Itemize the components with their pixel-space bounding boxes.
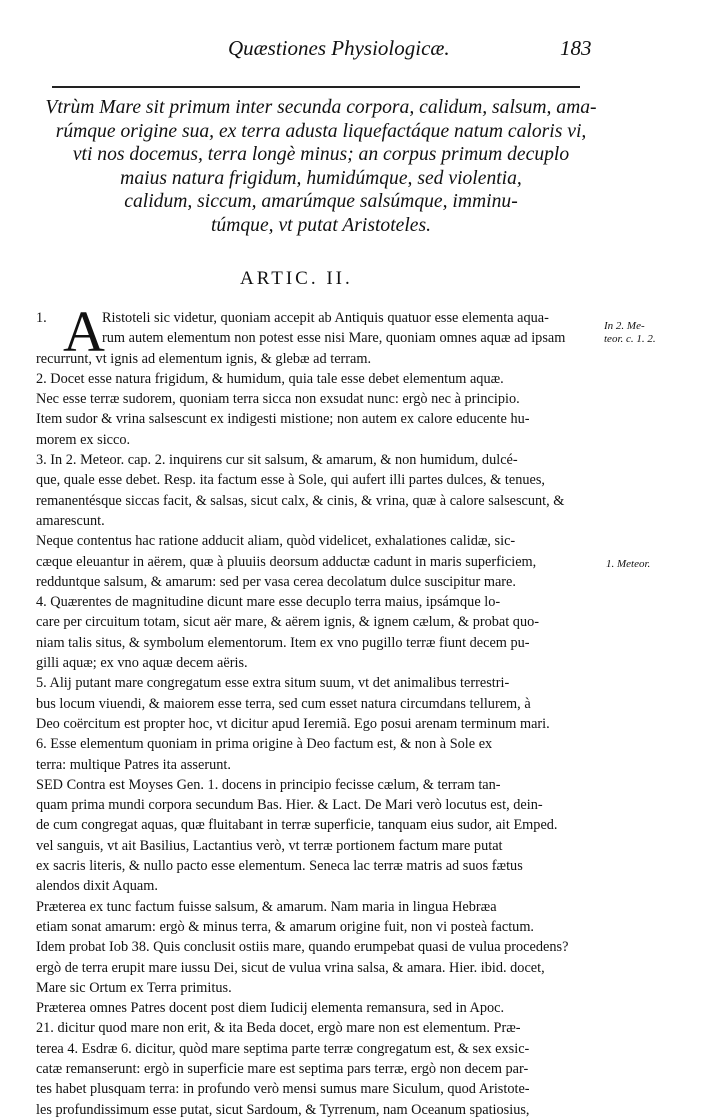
first-line-text: Ristoteli sic videtur, quoniam accepit ab Antiquis quatuor esse elementa aqua- — [102, 310, 549, 326]
text-line: 6. Esse elementum quoniam in prima origine à Deo factum est, & non à Sole ex — [36, 736, 493, 753]
margin-note: 1. Meteor. — [606, 558, 651, 570]
text-line: Deo coërcitum est propter hoc, vt dicitur apud Ieremiã. Ego posui arenam terminum mari. — [36, 715, 550, 732]
text-line: quam prima mundi corpora secundum Bas. Hier. & Lact. De Mari verò locutus est, dein- — [36, 797, 543, 814]
text-line: vel sanguis, vt ait Basilius, Lactantius verò, vt terræ portionem factum mare putat — [36, 837, 503, 854]
text-line: Item sudor & vrina salsescunt ex indigesti mistione; non autem ex calore educente hu- — [36, 411, 530, 428]
header-rule — [52, 86, 580, 88]
text-line: 21. dicitur quod mare non erit, & ita Beda docet, ergò mare non est elementum. Præ- — [36, 1020, 521, 1037]
page-number: 183 — [560, 36, 592, 60]
heading-line: Vtrùm Mare sit primum inter secunda corpora, calidum, salsum, ama- — [45, 97, 597, 118]
text-line: Idem probat Iob 38. Quis conclusit ostiis mare, quando erumpebat quasi de vulua procedens? — [36, 939, 569, 956]
text-line: bus locum viuendi, & maiorem esse terra, sed cum esset natura circumdans tellurem, à — [36, 695, 531, 712]
text-line: amarescunt. — [36, 512, 105, 529]
text-line: remanentésque siccas facit, & salsas, sicut calx, & cinis, & vrina, quæ à calore salsescunt, & — [36, 492, 565, 509]
text-line: ergò de terra erupit mare iussu Dei, sicut de vulua vrina salsa, & amara. Hier. ibid. docet, — [36, 959, 545, 976]
margin-note-line: teor. c. 1. 2. — [604, 333, 656, 345]
margin-note-line: In 2. Me- — [604, 320, 645, 332]
text-line: tes habet plusquam terra: in profundo verò mensi sumus mare Siculum, quod Aristote- — [36, 1081, 530, 1098]
heading-line: calidum, siccum, amarúmque salsúmque, imminu- — [124, 191, 518, 212]
text-line: alendos dixit Aquam. — [36, 878, 158, 895]
text-line: 5. Alij putant mare congregatum esse extra situm suum, vt det animalibus terrestri- — [36, 675, 510, 692]
heading-line: rúmque origine sua, ex terra adusta liquefactáque natum caloris vi, — [55, 120, 587, 142]
body-lines — [36, 349, 604, 1120]
text-line: 2. Docet esse natura frigidum, & humidum, quia tale esse debet elementum aquæ. — [36, 370, 504, 387]
text-line: etiam sonat amarum: ergò & minus terra, & amarum origine fuit, non vi posteà factum. — [36, 918, 535, 935]
text-line: de cum congregat aquas, quæ fluitabant in terræ superficie, tanquam eius sudor, ait Emped. — [36, 817, 558, 834]
text-line: terea 4. Esdræ 6. dicitur, quòd mare septima parte terræ congregatum est, & sex exsic- — [36, 1040, 530, 1057]
text-line: Mare sic Ortum ex Terra primitus. — [36, 979, 232, 996]
heading-line: vti nos docemus, terra longè minus; an corpus primum decuplo — [72, 144, 570, 165]
running-title: Quæstiones Physiologicæ. — [228, 36, 450, 60]
text-line — [36, 308, 604, 328]
text-line: Neque contentus hac ratione adducit aliam, quòd videlicet, exhalationes calidæ, sic- — [36, 533, 516, 550]
text-line: SED Contra est Moyses Gen. 1. docens in principio fecisse cælum, & terram tan- — [36, 776, 501, 793]
question-heading — [36, 96, 606, 237]
text-line: cæque eleuantur in aërem, quæ à pluuiis deorsum adductæ cadunt in maris superficiem, — [36, 553, 537, 570]
second-line-text: rum autem elementum non potest esse nisi Mare, quoniam omnes aquæ ad ipsam — [102, 330, 566, 347]
text-line: les profundissimum esse putat, sicut Sardoum, & Tyrrenum, nam Oceanum spatiosius, — [36, 1101, 530, 1118]
text-line: que, quale esse debet. Resp. ita factum esse à Sole, qui aufert illi partes dulces, & tenues, — [36, 472, 545, 489]
text-line: care per circuitum totam, sicut aër mare, & aërem ignis, & ignem cælum, & probat quo- — [36, 614, 540, 631]
margin-note — [604, 320, 656, 346]
text-line: ex sacris literis, & nullo pacto esse elementum. Seneca lac terræ matris ad suos fætus — [36, 858, 523, 875]
heading-line: túmque, vt putat Aristoteles. — [210, 214, 432, 236]
text-line: catæ remanserunt: ergò in superficie mare est septima pars terræ, ergò non decem par- — [36, 1060, 529, 1077]
paragraph-number: 1. — [36, 310, 47, 326]
text-line: Præterea ex tunc factum fuisse salsum, & amarum. Nam maria in lingua Hebræa — [36, 898, 497, 915]
text-line: Præterea omnes Patres docent post diem Iudicij elementa remansura, sed in Apoc. — [36, 1000, 505, 1017]
text-line: redduntque salsum, & amarum: sed per vasa cerea decolatum dulce suscipitur mare. — [36, 573, 516, 590]
text-line: niam talis situs, & symbolum elementorum. Item ex vno pugillo terræ fiunt decem pu- — [36, 634, 530, 651]
text-line: 4. Quærentes de magnitudine dicunt mare esse decuplo terra maius, ipsámque lo- — [36, 594, 501, 611]
text-line: terra: multique Patres ita asserunt. — [36, 756, 231, 773]
text-line: morem ex sicco. — [36, 431, 131, 448]
text-line: recurrunt, vt ignis ad elementum ignis, & glebæ ad terram. — [36, 350, 372, 367]
text-line — [36, 328, 604, 348]
text-line: gilli aquæ; ex vno aquæ decem aëris. — [36, 655, 248, 672]
drop-cap: A — [63, 299, 105, 364]
article-title: ARTIC. II. — [240, 268, 353, 289]
body-text — [36, 308, 604, 1120]
text-line: Nec esse terræ sudorem, quoniam terra sicca non exsudat nunc: ergò nec à principio. — [36, 391, 520, 408]
heading-line: maius natura frigidum, humidúmque, sed violentia, — [120, 167, 522, 189]
text-line: 3. In 2. Meteor. cap. 2. inquirens cur sit salsum, & amarum, & non humidum, dulcé- — [36, 452, 518, 469]
